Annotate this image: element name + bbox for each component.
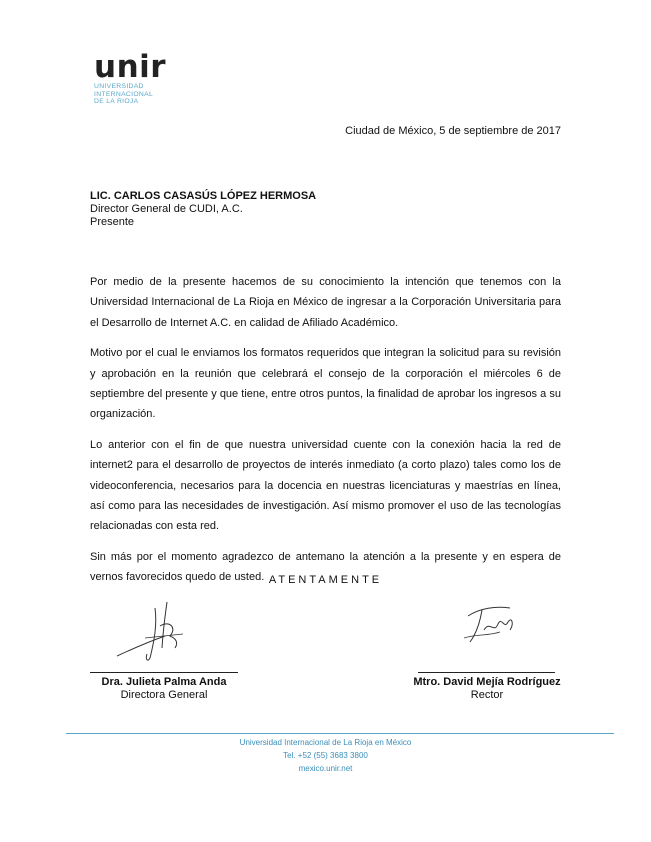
- recipient-greeting: Presente: [90, 216, 135, 228]
- logo-subtitle: [94, 83, 166, 106]
- closing-salutation: ATENTAMENTE: [268, 574, 383, 586]
- unir-logo: [94, 49, 167, 106]
- recipient-block: [90, 190, 316, 229]
- body-paragraph: Por medio de la presente hacemos de su conocimiento la intención que tenemos con la Universidad Internacional de La Rioja en México de ingresar a la Corporación Universitaria para el Desarrollo de Internet A.C. en calidad de Afiliado Académico.: [90, 276, 561, 329]
- letter-body: [90, 272, 561, 598]
- signature-line-right: [418, 672, 555, 673]
- signatory-title-right: Rector: [470, 689, 504, 701]
- date-line: Ciudad de México, 5 de septiembre de 2017: [345, 125, 561, 137]
- footer-divider: [66, 733, 614, 734]
- footer-institution: Universidad Internacional de La Rioja en México: [239, 738, 412, 747]
- footer: [0, 736, 651, 775]
- signature-image-left: [115, 598, 195, 664]
- footer-phone: Tel. +52 (55) 3683 3800: [283, 751, 368, 760]
- signatory-title-left: Directora General: [120, 689, 208, 701]
- logo-line: INTERNACIONAL: [94, 90, 154, 98]
- recipient-name: LIC. CARLOS CASASÚS LÓPEZ HERMOSA: [90, 190, 317, 202]
- signatory-name-right: Mtro. David Mejía Rodríguez: [413, 676, 561, 688]
- signature-image-right: [460, 600, 520, 648]
- logo-line: UNIVERSIDAD: [94, 83, 144, 90]
- signatory-name-left: Dra. Julieta Palma Anda: [101, 676, 227, 688]
- logo-wordmark: unir: [94, 49, 167, 85]
- body-paragraph: Lo anterior con el fin de que nuestra universidad cuente con la conexión hacia la red de internet2 para el desarrollo de proyectos de interés inmediato (a corto plazo) tales como los de videoconferencia, necesarios para la docencia en nuestras licenciaturas y maestrías en línea, así como para las necesidades de investigación. Así mismo promover el uso de las tecnologías relacionadas con esta red.: [90, 439, 561, 533]
- logo-line: DE LA RIOJA: [94, 98, 139, 106]
- recipient-position: Director General de CUDI, A.C.: [90, 203, 243, 215]
- signature-line-left: [90, 672, 238, 673]
- body-paragraph: Sin más por el momento agradezco de antemano la atención a la presente y en espera de vernos favorecidos quedo de usted.: [90, 551, 561, 584]
- footer-website: mexico.unir.net: [298, 764, 353, 773]
- body-paragraph: Motivo por el cual le enviamos los formatos requeridos que integran la solicitud para su revisión y aprobación en la reunión que celebrará el consejo de la corporación el miércoles 6 de septiembre del presente y que tiene, entre otros puntos, la finalidad de aprobar los ingresos a su organización.: [90, 347, 561, 421]
